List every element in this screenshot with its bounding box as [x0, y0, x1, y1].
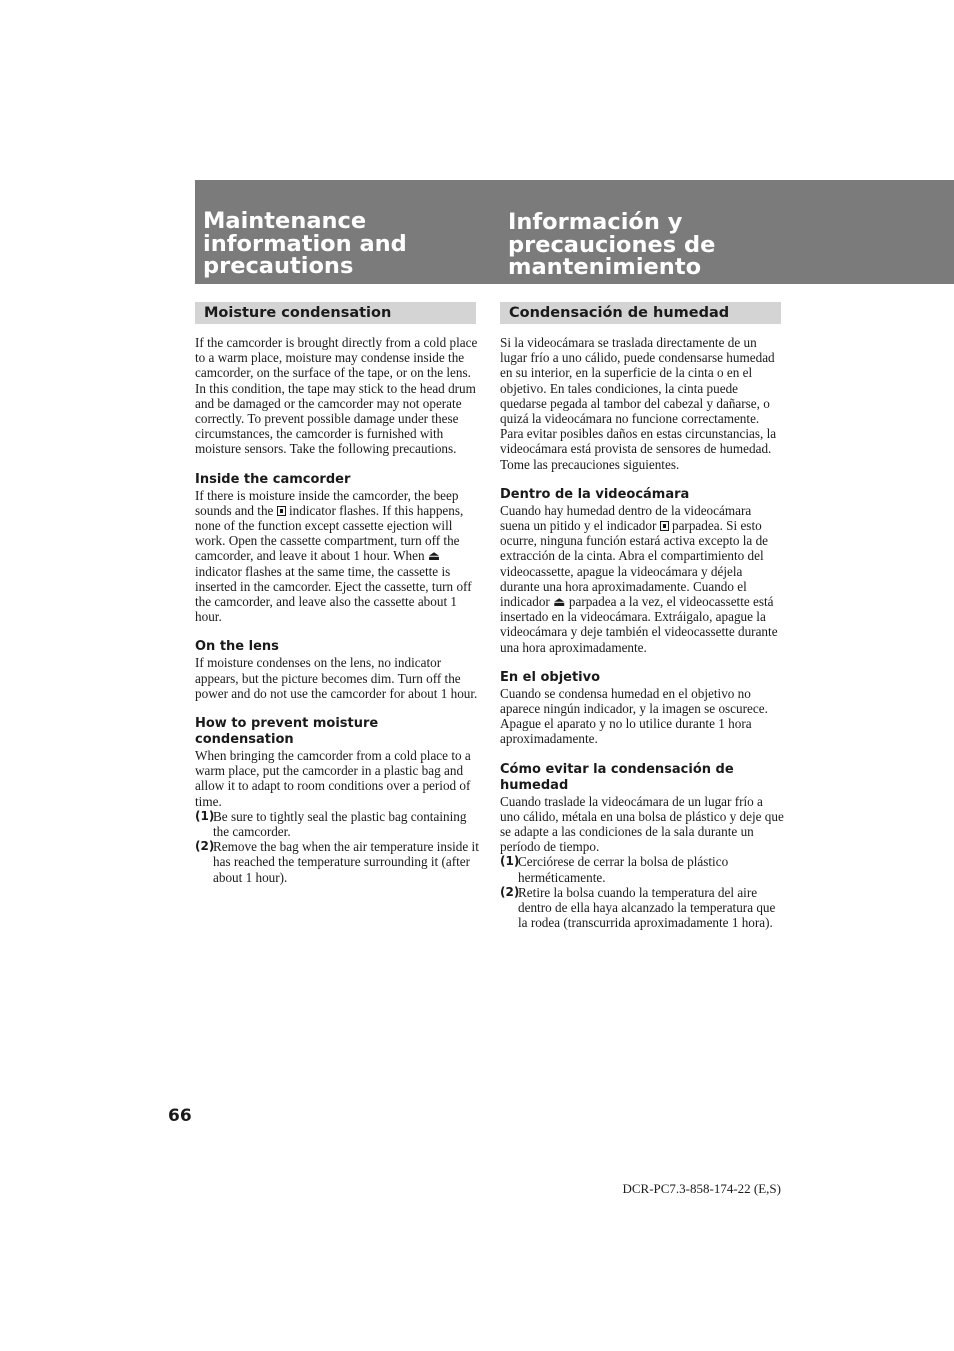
- intro-paragraph: Si la videocámara se traslada directamente de un lugar frío a uno cálido, puede condensarse humedad en su interior, en la superficie de la cinta o en el objetivo. En tales condiciones, la cinta puede quedarse pegada al tambor del cabezal y dañarse, o quizá la videocámara no funcione correctamente. Para evitar posibles daños en estas circunstancias, la videocámara está provista de sensores de humedad. Tome las precauciones siguientes.: [500, 335, 777, 472]
- page-title-spanish: Información y precauciones de mantenimiento: [508, 209, 716, 280]
- list-item: (1) Cerciórese de cerrar la bolsa de plástico herméticamente.: [500, 854, 729, 885]
- subheading-prevent: How to prevent moisture condensation: [195, 716, 379, 748]
- prevent-steps: [500, 854, 784, 930]
- subheading-inside: Dentro de la videocámara: [500, 486, 690, 502]
- inside-paragraph: Cuando hay humedad dentro de la videocámara suena un pitido y el indicador parpadea. Si esto ocurre, ninguna función estará activa excepto la de extracción de la cinta. Abra el compartimiento del videocassette, apague la videocámara y déjela durante una hora aproximadamente. Cuando el indicador ⏏ parpadea a la vez, el videocassette está insertado en la videocámara. Extráigalo, apague la videocámara y deje también el videocassette durante una hora aproximadamente.: [500, 502, 778, 655]
- inside-paragraph: If there is moisture inside the camcorder, the beep sounds and the indicator flashes. If this happens, none of the function except cassette ejection will work. Open the cassette compartment, turn off the camcorder, and leave it about 1 hour. When ⏏ indicator flashes at the same time, the cassette is inserted in the camcorder. Eject the cassette, turn off the camcorder, and leave also the cassette about 1 hour.: [195, 487, 472, 625]
- page-title-english: Maintenance information and precautions: [203, 208, 407, 279]
- prevent-paragraph: Cuando traslade la videocámara de un lugar frío a uno cálido, métala en una bolsa de plástico y deje que se adapte a las condiciones de la sala durante un período de tiempo.: [500, 793, 784, 855]
- eject-icon: ⏏: [553, 594, 566, 610]
- prevent-paragraph: When bringing the camcorder from a cold place to a warm place, put the camcorder in a plastic bag and allow it to adapt to room conditions over a period of time.: [195, 748, 471, 809]
- list-item: (1) Be sure to tightly seal the plastic bag containing the camcorder.: [195, 808, 467, 840]
- subheading-prevent: Cómo evitar la condensación de humedad: [500, 761, 734, 793]
- moisture-indicator-icon: [660, 521, 669, 531]
- lens-paragraph: If moisture condenses on the lens, no indicator appears, but the picture becomes dim. Turn off the power and do not use the camcorder for about 1 hour.: [195, 655, 478, 701]
- intro-paragraph: If the camcorder is brought directly from a cold place to a warm place, moisture may condense inside the camcorder, on the surface of the tape, or on the lens. In this condition, the tape may stick to the head drum and be damaged or the camcorder may not operate correctly. To prevent possible damage under these circumstances, the camcorder is furnished with moisture sensors. Take the following precautions.: [195, 335, 478, 457]
- page-number: 66: [168, 1106, 192, 1126]
- subheading-lens: On the lens: [195, 639, 279, 655]
- subheading-inside: Inside the camcorder: [195, 471, 351, 487]
- moisture-indicator-icon: [277, 506, 286, 516]
- lens-paragraph: Cuando se condensa humedad en el objetivo no aparece ningún indicador, y la imagen se oscurece. Apague el aparato y no lo utilice durante 1 hora aproximadamente.: [500, 685, 768, 747]
- subheading-lens: En el objetivo: [500, 669, 601, 685]
- english-column: [195, 335, 479, 885]
- title-banner: [195, 180, 954, 284]
- document-code: DCR-PC7.3-858-174-22 (E,S): [622, 1181, 781, 1196]
- eject-icon: ⏏: [427, 548, 441, 564]
- prevent-steps: [195, 809, 479, 885]
- list-item: (2) Retire la bolsa cuando la temperatura del aire dentro de ella haya alcanzado la temperatura que la rodea (transcurrida aproximadamente 1 hora).: [500, 884, 776, 931]
- spanish-column: [500, 335, 784, 931]
- section-header-english: Moisture condensation: [195, 302, 476, 324]
- list-item: (2) Remove the bag when the air temperature inside it has reached the temperature surrounding it (after about 1 hour).: [195, 839, 479, 885]
- section-header-spanish: Condensación de humedad: [500, 302, 781, 324]
